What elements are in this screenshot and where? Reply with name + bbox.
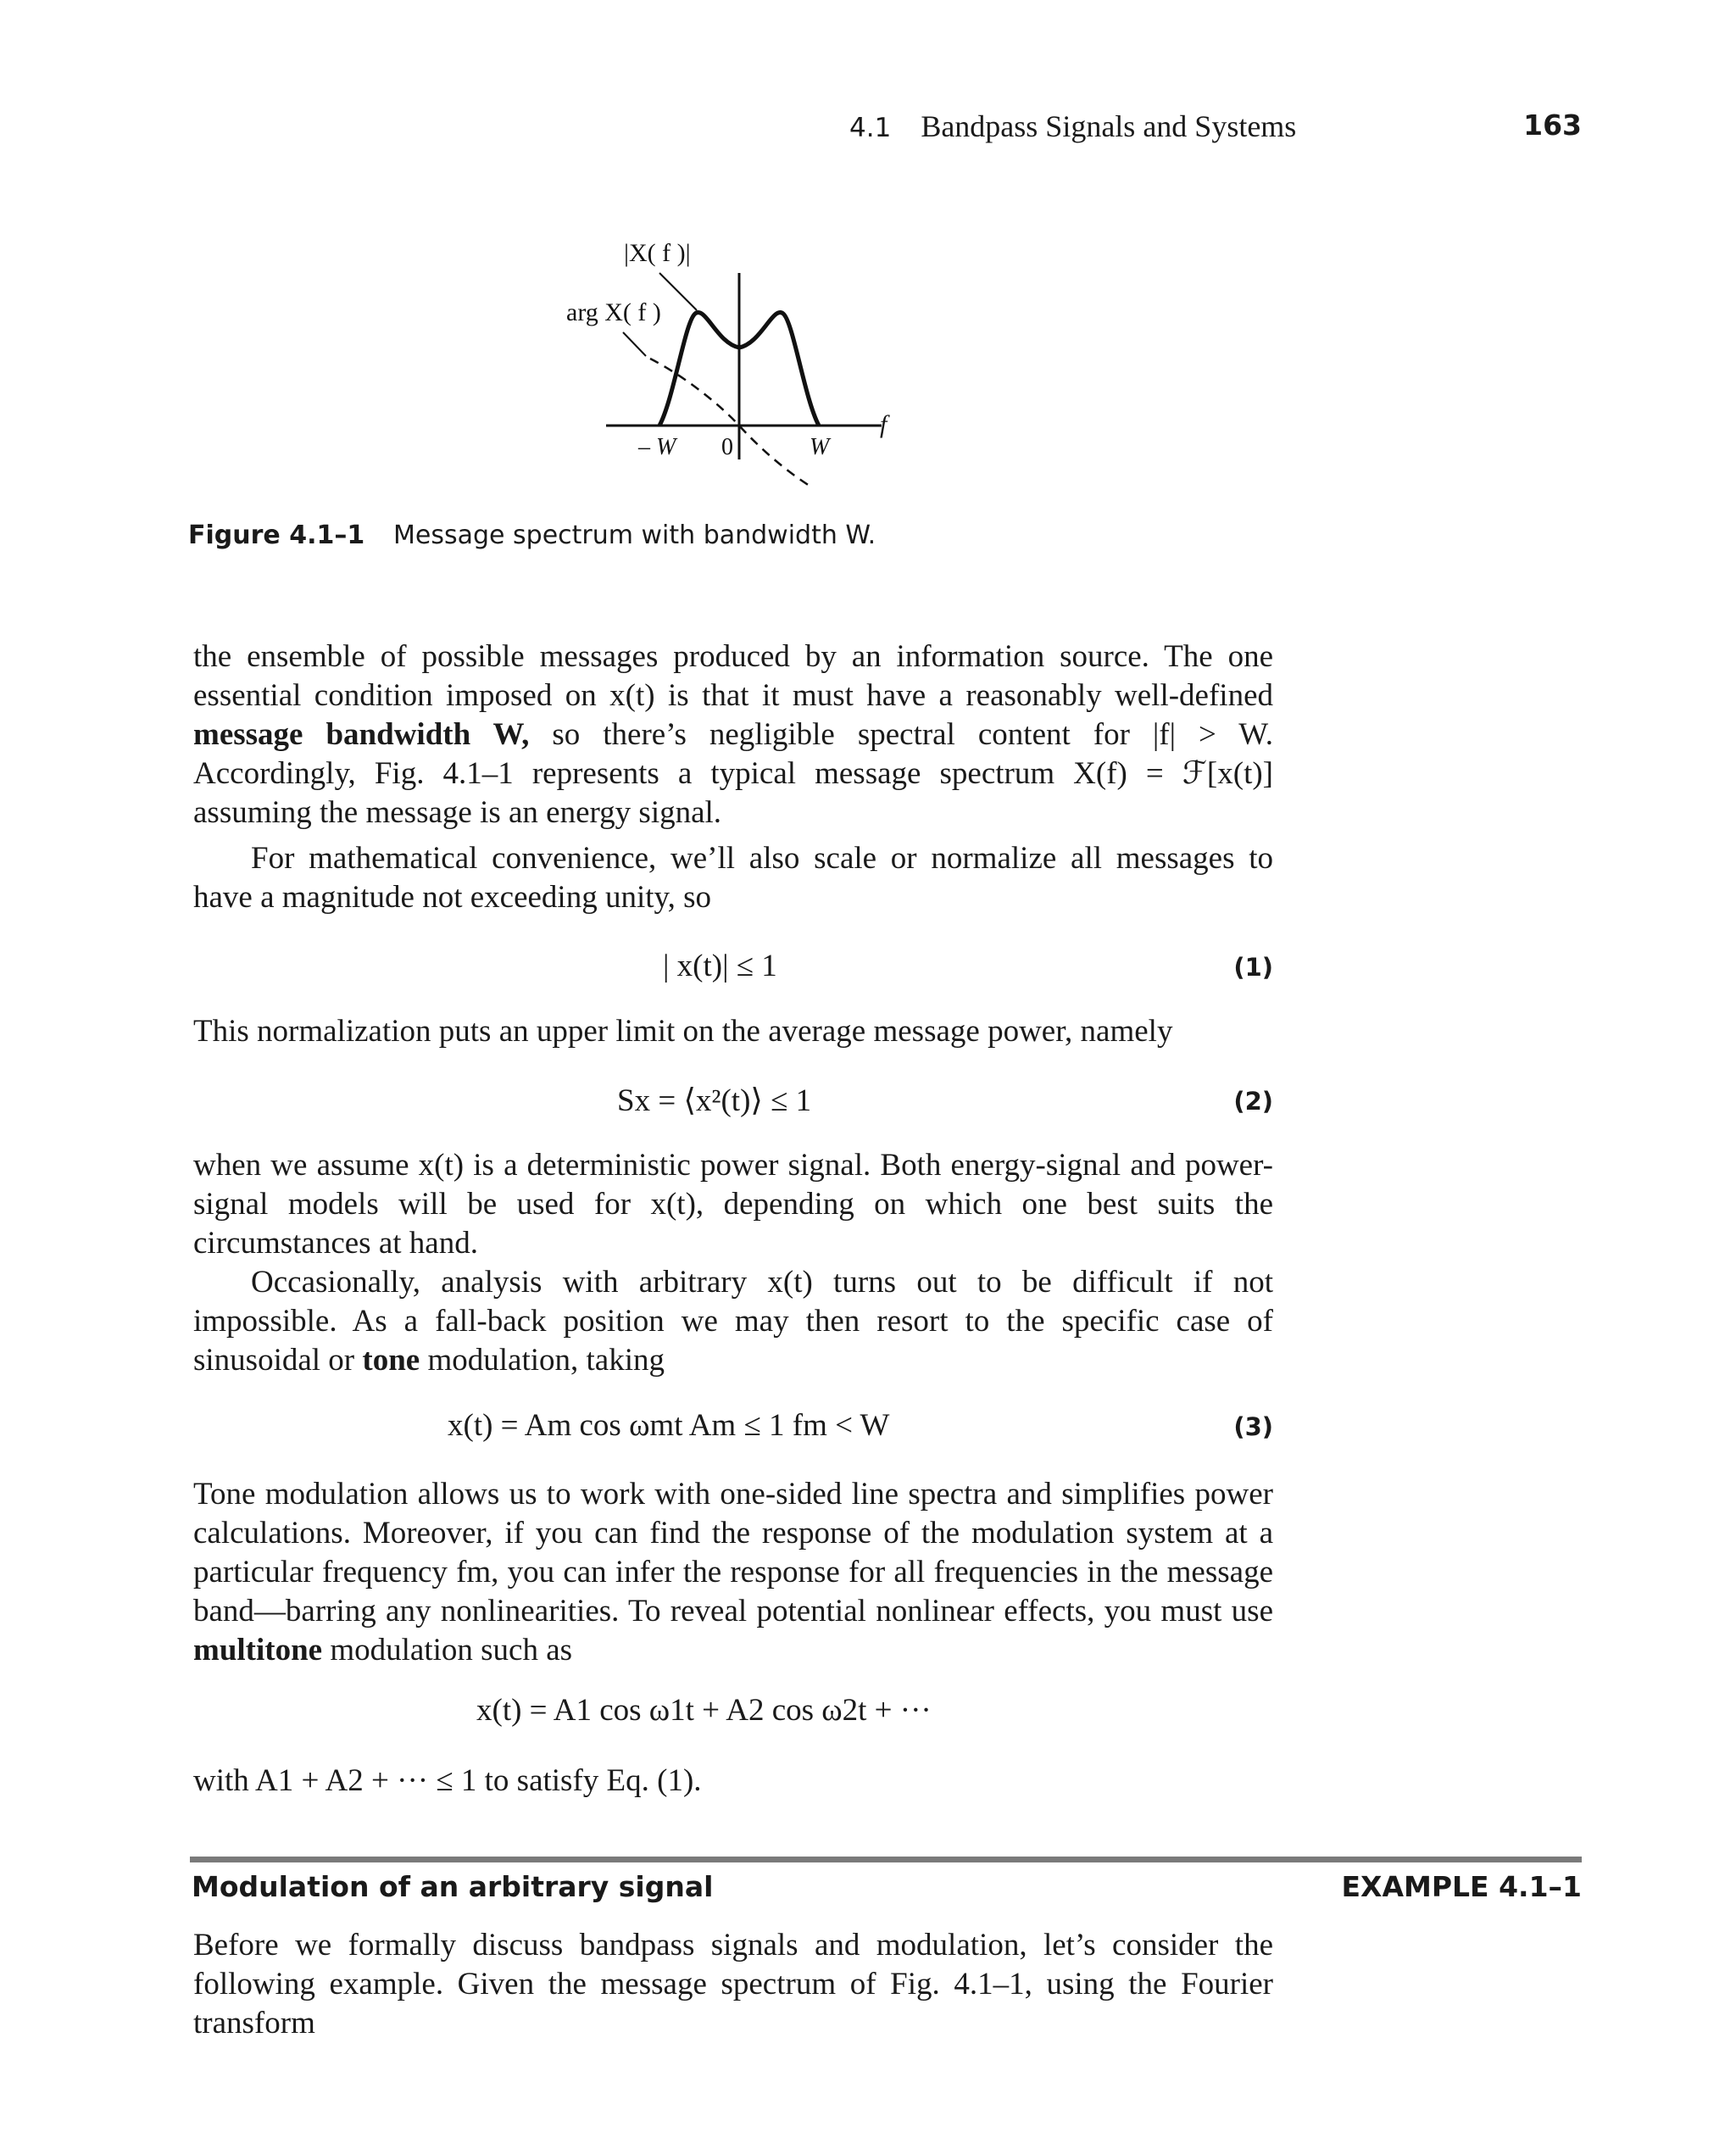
paragraph-multitone <box>193 1475 1273 1670</box>
example-rule <box>190 1857 1582 1862</box>
example-label: EXAMPLE 4.1–1 <box>1341 1870 1582 1903</box>
equation-2: Sx = ⟨x²(t)⟩ ≤ 1 <box>617 1083 812 1118</box>
phase-leader <box>623 332 646 356</box>
bold-term: tone <box>362 1343 420 1378</box>
equation-3: x(t) = Am cos ωmt Am ≤ 1 fm < W <box>448 1408 890 1443</box>
paragraph-text: modulation, taking <box>420 1343 665 1378</box>
equation-4: x(t) = A1 cos ω1t + A2 cos ω2t + ··· <box>476 1693 932 1728</box>
equation-1: | x(t)| ≤ 1 <box>663 949 777 983</box>
equation-3-number: (3) <box>1233 1412 1273 1441</box>
bold-term: multitone <box>193 1633 323 1667</box>
paragraph-deterministic <box>193 1146 1273 1263</box>
paragraph-text: modulation such as <box>322 1633 573 1667</box>
paragraph-power-limit <box>193 1012 1273 1051</box>
message-spectrum-figure <box>542 229 915 500</box>
paragraph-text: with A1 + A2 + ··· ≤ 1 to satisfy Eq. (1). <box>193 1763 702 1798</box>
equation-2-number: (2) <box>1233 1087 1273 1116</box>
equation-1-number: (1) <box>1233 953 1273 982</box>
phase-label: arg X( f ) <box>566 298 661 326</box>
w-label: W <box>810 434 830 460</box>
f-label: f <box>880 410 887 438</box>
figure-caption-label: Figure 4.1–1 <box>188 521 365 550</box>
paragraph-text: so there’s negligible spectral content for |f| > W. Accordingly, Fig. 4.1–1 represents a typical message spectrum X(f) = ℱ[x(t)] assuming the message is an energy signal. <box>193 717 1273 830</box>
magnitude-leader <box>659 273 697 310</box>
zero-label: 0 <box>721 434 733 460</box>
paragraph-text: Before we formally discuss bandpass signals and modulation, let’s consider the following example. Given the message spectrum of Fig. 4.1–1, using the Fourier transform <box>193 1928 1273 2040</box>
paragraph-text: For mathematical convenience, we’ll also scale or normalize all messages to have a magnitude not exceeding unity, so <box>193 841 1273 915</box>
section-number: 4.1 <box>849 113 892 143</box>
paragraph-satisfy <box>193 1762 1273 1801</box>
paragraph-ensemble <box>193 637 1273 832</box>
paragraph-example <box>193 1926 1273 2043</box>
magnitude-label: |X( f )| <box>624 239 691 267</box>
page-number: 163 <box>1523 109 1582 142</box>
paragraph-tone <box>193 1263 1273 1380</box>
paragraph-normalize <box>193 839 1273 917</box>
bold-term: message bandwidth W, <box>193 717 530 752</box>
figure-caption <box>188 521 876 550</box>
paragraph-text: This normalization puts an upper limit on the average message power, namely <box>193 1014 1173 1049</box>
paragraph-text: the ensemble of possible messages produced by an information source. The one essential condition imposed on x(t) is that it must have a reasonably well-defined <box>193 639 1273 713</box>
neg-w-label: – W <box>638 434 676 460</box>
paragraph-text: Tone modulation allows us to work with one-sided line spectra and simplifies power calculations. Moreover, if you can find the response of the modulation system at a particular frequency fm, you can infer the response for all frequencies in the message band—barring any nonlinearities. To reveal potential nonlinear effects, you must use <box>193 1477 1273 1628</box>
figure-caption-text: Message spectrum with bandwidth W. <box>393 521 876 550</box>
section-title: Bandpass Signals and Systems <box>921 109 1297 143</box>
paragraph-text: when we assume x(t) is a deterministic power signal. Both energy-signal and power-signal models will be used for x(t), depending on which one best suits the circumstances at hand. <box>193 1148 1273 1261</box>
example-title: Modulation of an arbitrary signal <box>192 1870 714 1903</box>
paragraph-text: Occasionally, analysis with arbitrary x(t) turns out to be difficult if not impossible. As a fall-back position we may then resort to the specific case of sinusoidal or <box>193 1265 1273 1378</box>
running-head <box>849 109 1296 144</box>
